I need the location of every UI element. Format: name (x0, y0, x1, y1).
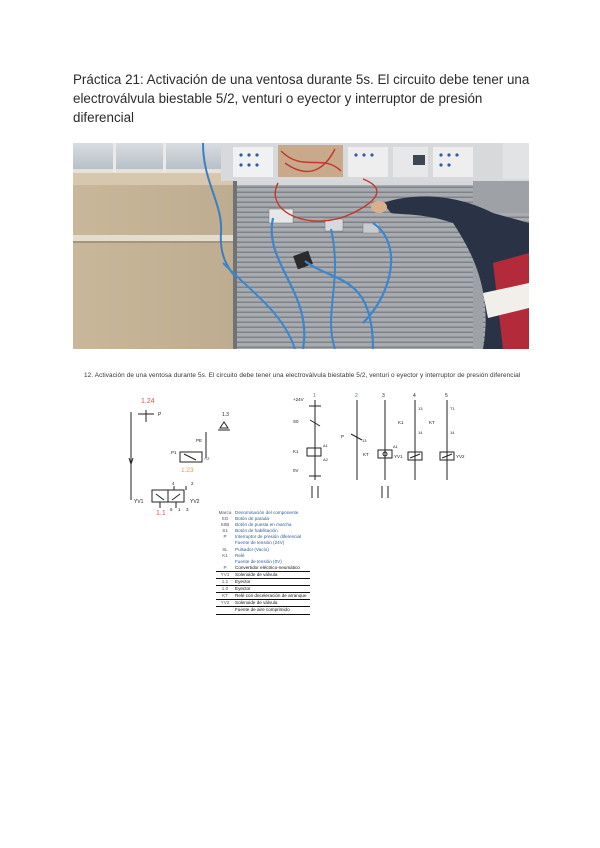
label-port-3: 3 (186, 507, 189, 512)
legend-symbol: P (223, 534, 227, 540)
label-a2-1: A2 (323, 457, 328, 462)
label-13-a: 13 (362, 438, 367, 443)
column-2: 2 (355, 393, 358, 399)
legend-row (216, 579, 310, 586)
legend-row (216, 571, 310, 578)
label-port-1: 1 (178, 507, 181, 512)
legend-description: Eyector (234, 579, 310, 586)
legend-symbol: K1 (222, 552, 228, 558)
label-13-b: 13 (418, 406, 423, 411)
label-kt: KT (363, 452, 369, 457)
page-title: Práctica 21: Activación de una ventosa durante 5s. El circuito debe tener una electroválvula biestable 5/2, venturi o eyector y interruptor de presión diferencial (73, 72, 530, 125)
column-3: 3 (382, 393, 385, 399)
legend-description: Fuente de aire comprimido (234, 607, 310, 614)
column-4: 4 (413, 393, 416, 399)
label-port-5: 5 (170, 507, 173, 512)
lab-photo (73, 143, 529, 349)
label-s0: S0 (293, 419, 299, 424)
legend-description: Relé con deceleración de arranque (234, 593, 310, 600)
column-1: 1 (313, 393, 316, 399)
figure-caption: 12. Activación de una ventosa durante 5s. El circuito debe tener una electroválvula biestable 5/2, venturi o eyector y interruptor de presión diferencial (84, 372, 521, 379)
lab-photo-illustration (73, 143, 529, 349)
legend-description: Solenoide de válvula (234, 600, 310, 607)
electric-diagram (293, 393, 465, 498)
circuit-schematics (100, 390, 530, 630)
legend-description: Botón de habilitación (235, 528, 278, 534)
legend-description: Solenoide de válvula (234, 571, 310, 578)
legend-description: Botón de parada (235, 516, 269, 522)
legend-row (216, 607, 310, 614)
label-yv1-elec: YV1 (394, 454, 403, 459)
label-1-3: 1.3 (222, 412, 229, 418)
legend-description: Relé (235, 552, 245, 558)
legend-description: Interruptor de presión diferencial (235, 534, 302, 540)
column-5: 5 (445, 393, 448, 399)
legend-description: Denominación del componente (235, 510, 299, 515)
legend-description: Convertidor eléctrico-neumático (234, 565, 310, 572)
label-14-a: 14 (418, 430, 423, 435)
label-1-23: 1.23 (181, 467, 194, 474)
legend-row (216, 565, 310, 572)
legend-description: Botón de puesta en marcha (235, 522, 292, 528)
label-port-2: 2 (191, 481, 194, 486)
legend-row (216, 600, 310, 607)
legend-symbol: Marca (218, 510, 232, 515)
label-yv1-pneu: YV1 (134, 499, 144, 505)
legend-symbol: SO (221, 516, 229, 522)
label-a2: A2 (204, 456, 210, 461)
legend-symbol: 1.0 (216, 586, 234, 593)
label-k1-contact: K1 (398, 420, 404, 425)
legend-symbol: YV1 (216, 571, 234, 578)
legend-description: Fuente de tensión (0V) (235, 558, 282, 564)
legend-description: Fuente de tensión (24V) (235, 540, 285, 546)
label-p-elec: P (341, 434, 345, 439)
pneumatic-diagram (129, 398, 230, 517)
legend-row (216, 586, 310, 593)
label-kt-contact: KT (429, 420, 435, 425)
label-p1: P1 (171, 450, 177, 455)
label-a1-1: A1 (323, 443, 328, 448)
legend-row (216, 593, 310, 600)
legend-symbol (216, 607, 234, 614)
legend-description: Pulsador (Vacío) (235, 546, 269, 552)
label-port-4: 4 (172, 481, 175, 486)
label-yv2-pneu: YV2 (190, 499, 200, 505)
legend-symbol: SL (222, 546, 228, 552)
legend-body (216, 510, 310, 614)
label-pe: PE (196, 438, 203, 443)
legend-symbol: YV2 (216, 600, 234, 607)
label-p: P (158, 412, 162, 418)
label-24v: +24V (293, 397, 304, 402)
legend-description: Eyector (234, 586, 310, 593)
label-t1: T1 (450, 406, 455, 411)
legend-symbol: 1.1 (216, 579, 234, 586)
label-yv2-elec: YV2 (456, 454, 465, 459)
label-14-b: 14 (450, 430, 455, 435)
legend-table (216, 510, 310, 615)
label-1-1: 1.1 (156, 510, 166, 517)
label-k1: K1 (293, 449, 299, 454)
label-a1-2: A1 (393, 444, 398, 449)
legend-symbol: S0B (220, 522, 230, 528)
label-1-24: 1.24 (141, 398, 155, 405)
legend-symbol: KT (216, 593, 234, 600)
legend-symbol: P (216, 565, 234, 572)
legend-symbol: S1 (222, 528, 228, 534)
label-0v: 0V (293, 468, 299, 473)
